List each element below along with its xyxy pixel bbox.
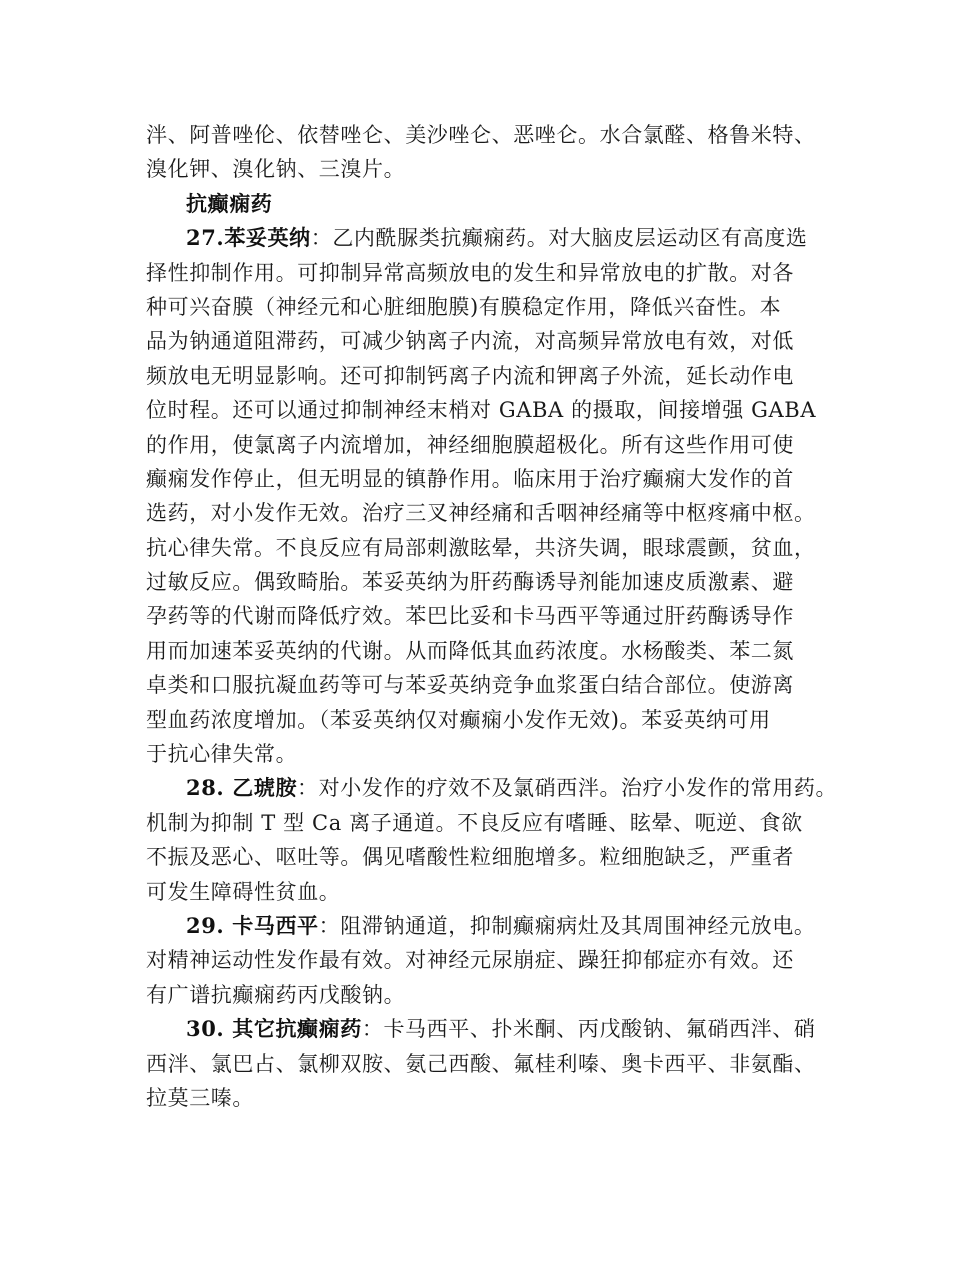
item-27-title: 27.苯妥英纳 bbox=[186, 225, 311, 251]
paragraph-line: 孕药等的代谢而降低疗效。苯巴比妥和卡马西平等通过肝药酶诱导作 bbox=[146, 604, 794, 629]
item-28-first-line bbox=[146, 771, 852, 805]
paragraph-line: 癫痫发作停止，但无明显的镇静作用。临床用于治疗癫痫大发作的首 bbox=[146, 466, 794, 491]
paragraph-line: 抗心律失常。不良反应有局部刺激眩晕，共济失调，眼球震颤，贫血， bbox=[146, 535, 816, 560]
item-27-first-line bbox=[146, 221, 852, 255]
paragraph-line: 对精神运动性发作最有效。对神经元尿崩症、躁狂抑郁症亦有效。还 bbox=[146, 948, 794, 973]
paragraph-line: 用而加速苯妥英纳的代谢。从而降低其血药浓度。水杨酸类、苯二氮 bbox=[146, 638, 794, 663]
paragraph-line: 种可兴奋膜（神经元和心脏细胞膜)有膜稳定作用，降低兴奋性。本 bbox=[146, 294, 782, 319]
item-29-title: 29. 卡马西平 bbox=[186, 912, 319, 938]
item-30-first-line bbox=[146, 1012, 852, 1046]
section-heading: 抗癫痫药 bbox=[186, 190, 273, 216]
paragraph-line: 有广谱抗癫痫药丙戊酸钠。 bbox=[146, 982, 406, 1007]
paragraph-line: 频放电无明显影响。还可抑制钙离子内流和钾离子外流，延长动作电 bbox=[146, 363, 794, 388]
paragraph-line: 卓类和口服抗凝血药等可与苯妥英纳竞争血浆蛋白结合部位。使游离 bbox=[146, 673, 794, 698]
item-29-first-line bbox=[146, 909, 852, 943]
paragraph-line: 可发生障碍性贫血。 bbox=[146, 879, 341, 904]
paragraph-line: 西泮、氯巴占、氯柳双胺、氨己西酸、氟桂利嗪、奥卡西平、非氨酯、 bbox=[146, 1051, 816, 1076]
item-29-text: ：阻滞钠通道，抑制癫痫病灶及其周围神经元放电。 bbox=[318, 913, 816, 938]
item-28-text: ：对小发作的疗效不及氯硝西泮。治疗小发作的常用药。 bbox=[297, 776, 838, 801]
paragraph-line: 过敏反应。偶致畸胎。苯妥英纳为肝药酶诱导剂能加速皮质激素、避 bbox=[146, 570, 794, 595]
intro-line: 泮、阿普唑伦、依替唑仑、美沙唑仑、恶唑仑。水合氯醛、格鲁米特、 bbox=[146, 123, 816, 147]
paragraph-line: 拉莫三嗪。 bbox=[146, 1085, 254, 1110]
document-page bbox=[146, 118, 852, 1115]
item-30-text: ：卡马西平、扑米酮、丙戊酸钠、氟硝西泮、硝 bbox=[361, 1017, 816, 1042]
item-27-text: ：乙内酰脲类抗癫痫药。对大脑皮层运动区有高度选 bbox=[310, 226, 808, 251]
intro-line: 溴化钾、溴化钠、三溴片。 bbox=[146, 157, 406, 182]
item-30-title: 30. 其它抗癫痫药 bbox=[186, 1016, 362, 1042]
paragraph-line: 不振及恶心、呕吐等。偶见嗜酸性粒细胞增多。粒细胞缺乏，严重者 bbox=[146, 845, 794, 870]
paragraph-line: 的作用，使氯离子内流增加，神经细胞膜超极化。所有这些作用可使 bbox=[146, 432, 794, 457]
paragraph-line: 位时程。还可以通过抑制神经末梢对 GABA 的摄取，间接增强 GABA bbox=[146, 398, 817, 423]
paragraph-line: 选药，对小发作无效。治疗三叉神经痛和舌咽神经痛等中枢疼痛中枢。 bbox=[146, 501, 816, 526]
item-28-title: 28. 乙琥胺 bbox=[186, 775, 298, 801]
paragraph-line: 型血药浓度增加。（苯妥英纳仅对癫痫小发作无效)。苯妥英纳可用 bbox=[146, 707, 771, 732]
paragraph-line: 于抗心律失常。 bbox=[146, 742, 298, 767]
paragraph-line: 机制为抑制 T 型 Ca 离子通道。不良反应有嗜睡、眩晕、呃逆、食欲 bbox=[146, 810, 803, 835]
paragraph-line: 品为钠通道阻滞药，可减少钠离子内流，对高频异常放电有效，对低 bbox=[146, 329, 794, 354]
paragraph-line: 择性抑制作用。可抑制异常高频放电的发生和异常放电的扩散。对各 bbox=[146, 260, 794, 285]
